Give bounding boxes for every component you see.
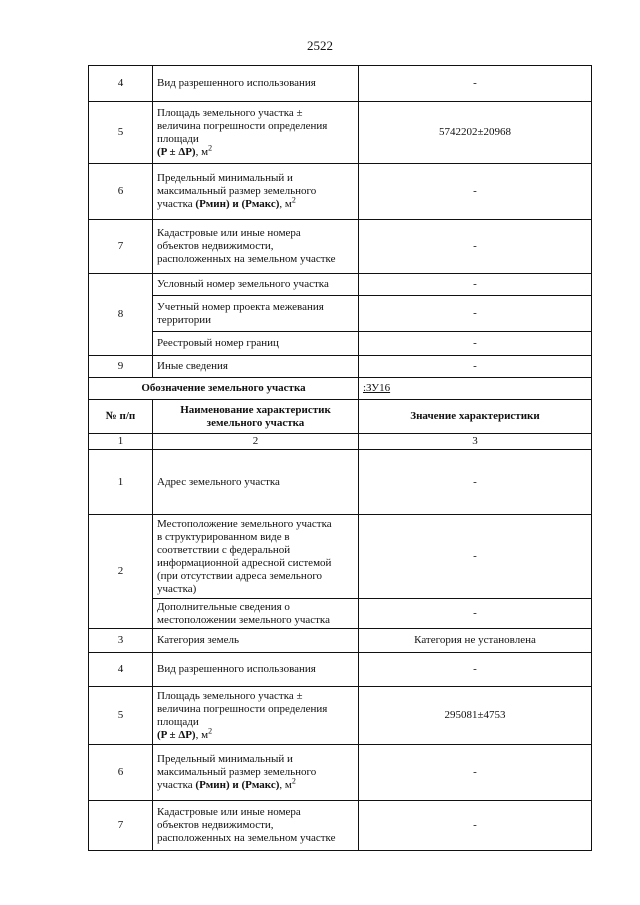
row-number: 8 [89,274,153,356]
characteristic-name: Местоположение земельного участка в структурированном виде в соответствии с федеральной информационной адресной системой (при отсутствии адреса земельного участка) [153,515,359,599]
designation-value: :ЗУ16 [359,378,592,400]
characteristic-name: Адрес земельного участка [153,450,359,515]
table-row [89,801,592,851]
table-row [89,687,592,745]
row-number: 2 [89,515,153,629]
row-number: 4 [89,66,153,102]
characteristic-value: - [359,296,592,332]
designation-row [89,378,592,400]
header-name: Наименование характеристик земельного участка [153,400,359,434]
row-number: 5 [89,102,153,164]
characteristic-name: Вид разрешенного использования [153,653,359,687]
characteristic-value: - [359,220,592,274]
row-number: 4 [89,653,153,687]
characteristic-value: 295081±4753 [359,687,592,745]
table-row [89,274,592,296]
column-numbers-row [89,434,592,450]
page-number: 2522 [307,38,333,53]
table-row [89,356,592,378]
table-row [89,296,592,332]
table-row [89,164,592,220]
characteristic-value: - [359,164,592,220]
table-row [89,102,592,164]
characteristic-value: - [359,745,592,801]
row-number: 9 [89,356,153,378]
row-number: 5 [89,687,153,745]
table-row [89,653,592,687]
column-number: 2 [153,434,359,450]
characteristic-value: - [359,66,592,102]
characteristic-value: - [359,274,592,296]
header-number: № п/п [89,400,153,434]
characteristic-value: - [359,801,592,851]
column-number: 1 [89,434,153,450]
characteristic-name: Предельный минимальный и максимальный размер земельного участка (Pмин) и (Pмакс), $м^2$ [153,745,359,801]
row-number: 6 [89,745,153,801]
designation-label: Обозначение земельного участка [89,378,359,400]
table-row [89,745,592,801]
characteristic-value: - [359,515,592,599]
characteristic-value: Категория не установлена [359,629,592,653]
characteristic-name: Учетный номер проекта межевания территории [153,296,359,332]
land-plot-table [88,65,592,851]
characteristic-name: Кадастровые или иные номера объектов недвижимости, расположенных на земельном участке [153,220,359,274]
row-number: 1 [89,450,153,515]
characteristic-value: - [359,450,592,515]
characteristic-name: Реестровый номер границ [153,332,359,356]
header-value: Значение характеристики [359,400,592,434]
header-row [89,400,592,434]
row-number: 3 [89,629,153,653]
characteristic-name: Категория земель [153,629,359,653]
characteristic-value: - [359,356,592,378]
characteristic-name: Иные сведения [153,356,359,378]
table-row [89,599,592,629]
characteristic-name: Площадь земельного участка ± величина погрешности определения площади (P ± ΔP), $м^2$ [153,687,359,745]
column-number: 3 [359,434,592,450]
row-number: 7 [89,220,153,274]
characteristic-value: - [359,653,592,687]
characteristic-name: Условный номер земельного участка [153,274,359,296]
table-row [89,629,592,653]
characteristic-value: - [359,332,592,356]
table-row [89,515,592,599]
characteristic-name: Предельный минимальный и максимальный размер земельного участка (Pмин) и (Pмакс), $м^2$ [153,164,359,220]
characteristic-name: Дополнительные сведения о местоположении земельного участка [153,599,359,629]
table-row [89,332,592,356]
row-number: 7 [89,801,153,851]
characteristic-name: Вид разрешенного использования [153,66,359,102]
characteristic-name: Кадастровые или иные номера объектов недвижимости, расположенных на земельном участке [153,801,359,851]
table-row [89,220,592,274]
characteristic-name: Площадь земельного участка ± величина погрешности определения площади (P ± ΔP), $м^2$ [153,102,359,164]
characteristic-value: 5742202±20968 [359,102,592,164]
table-row [89,66,592,102]
table-row [89,450,592,515]
characteristic-value: - [359,599,592,629]
row-number: 6 [89,164,153,220]
